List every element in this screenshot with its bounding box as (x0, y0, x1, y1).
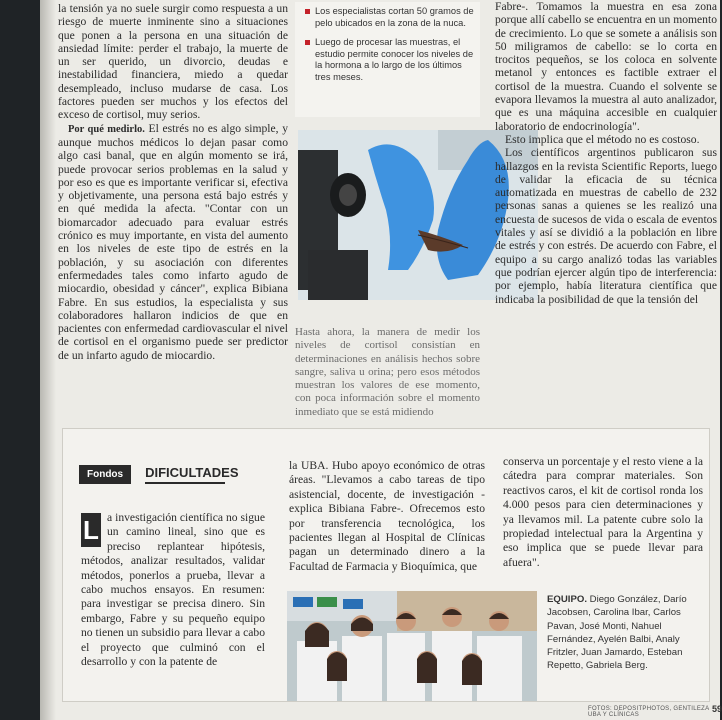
paragraph: Esto implica que el método no es costoso. (505, 132, 700, 146)
team-illustration (287, 591, 537, 701)
info-sidebar (295, 2, 480, 117)
box-title: DIFICULTADES (145, 465, 225, 484)
box-column-1: L a investigación científica no sigue un camino lineal, sino que es preciso replantear hipótesis, métodos, analizar resultados, validar métodos, ponerlos a prueba, llevar a cabo muchos ensayos. En resumen: para investigar se precisa dinero. Sin embargo, Fabre y su pequeño equipo no tienen un subsidio para llevar a cabo el proyecto que culminó con el desarrollo y con la patente de (81, 511, 265, 669)
page-fold-shadow (40, 0, 56, 720)
box-column-3: conserva un porcentaje y el resto viene a la cátedra para comprar materiales. Son reactivos caros, el kit de cortisol ronda los 4.000 pesos para cien determinaciones y ya llevamos mil. La patente cubre solo la propiedad intelectual para la Argentina y eso implica que se puede llevar para afuera". (503, 455, 703, 569)
section-label: Fondos (79, 465, 131, 484)
team-label: EQUIPO. (547, 594, 587, 605)
sidebar-bullet: Los especialistas cortan 50 gramos de pelo ubicados en la zona de la nuca. (305, 6, 474, 29)
dificultades-box (62, 428, 710, 702)
box-column-2: la UBA. Hubo apoyo económico de otras áreas. "Llevamos a cabo tareas de tipo asistencial, docente, de investigación -explica Bibiana Fabre-. Ofrecemos esto por transferencia tecnológica, los pacientes llegan al Hospital de Clínicas pagan un determinado dinero a la Facultad de Farmacia y Bioquímica, que (289, 459, 485, 573)
team-names: Diego González, Darío Jacobsen, Carolina Ibar, Carlos Pavan, José Monti, Nahuel Fernández, Ayelén Balbi, Analy Fritzler, Juan Jamardo, Esteban Repetto, Gabriela Berg. (547, 594, 687, 672)
team-caption (547, 593, 703, 673)
subhead-por-que-medirlo: Por qué medirlo. (68, 123, 145, 135)
team-photo (287, 591, 537, 701)
magazine-page (40, 0, 720, 720)
page-number: 59 (712, 704, 722, 714)
paragraph: Los científicos argentinos publicaron sus hallazgos en la revista Scientific Reports, luego de validar la eficacia de su técnica automatizada en muestras de cabello de 232 personas sanas a quienes se les realizó una encuesta de sucesos de vida o escala de eventos vitales y así se dividió a la población en libre de estrés y con estrés. De acuerdo con Fabre, el equipo a su cargo analizó todas las variables que podrían ejercer algún tipo de interferencia: por ejemplo, había literatura científica que indicaba la posibilidad de que la tensión del (495, 146, 717, 306)
box-header (79, 465, 239, 484)
dropcap: L (81, 513, 101, 547)
paragraph: Fabre-. Tomamos la muestra en esa zona porque allí cabello se encuentra en un momento de crecimiento. Lo que se somete a análisis son 50 miligramos de cabello: se lo corta en trocitos pequeños, se los coloca en solvente metanol y entonces es factible extraer el cortisol de la muestra. Cuando el solvente se evapora llevamos la muestra al auto analizador, que es una máquina accesible en cualquier laboratorio de endocrinología". (495, 0, 717, 133)
sidebar-bullet: Luego de procesar las muestras, el estudio permite conocer los niveles de la hormona a lo largo de los últimos tres meses. (305, 37, 474, 83)
column-left (58, 2, 288, 362)
photo-caption: Hasta ahora, la manera de medir los niveles de cortisol consistían en determinaciones en análisis hechos sobre sangre, saliva u orina; pero esos métodos muestran los valores de ese momento, con poca información sobre el momento inmediato que se está midiendo (295, 326, 480, 418)
column-right (495, 0, 717, 306)
paragraph: la tensión ya no suele surgir como respuesta a un riesgo de muerte inminente sino a situaciones que ponen a la persona en una situación de ansiedad límite: perder el trabajo, la muerte de un ser querido, un divorcio, deudas e inestabilidad financiera, miedo a quedar desempleado, incluso mudarse de casa. Los factores pueden ser muchos y los efectos del exceso de cortisol, muy serios. (58, 2, 288, 122)
photo-credit: FOTOS: DEPOSITPHOTOS, GENTILEZA UBA Y CLÍNICAS (588, 706, 710, 718)
paragraph: Por qué medirlo. El estrés no es algo simple, y aunque muchos médicos lo dejan pasar como algo casi banal, que en algún momento se irá, puede provocar serios problemas en la salud y por eso es que es importante verificar si, efectiva y objetivamente, una persona está bajo estrés y en qué medida la afecta. "Contar con un biomarcador adecuado para evaluar estrés crónico es muy importante, en vista del aumento en los niveles de este tipo de estrés en la población, y su asociación con diferentes enfermedades tales como infarto agudo de miocardio, obesidad y cáncer", explica Bibiana Fabre. En sus estudios, la especialista y sus colaboradores hallaron indicios de que en pacientes con enfermedad cardiovascular el nivel de cortisol en el organismo puede ser predictor de un infarto agudo de miocardio. (58, 121, 289, 362)
